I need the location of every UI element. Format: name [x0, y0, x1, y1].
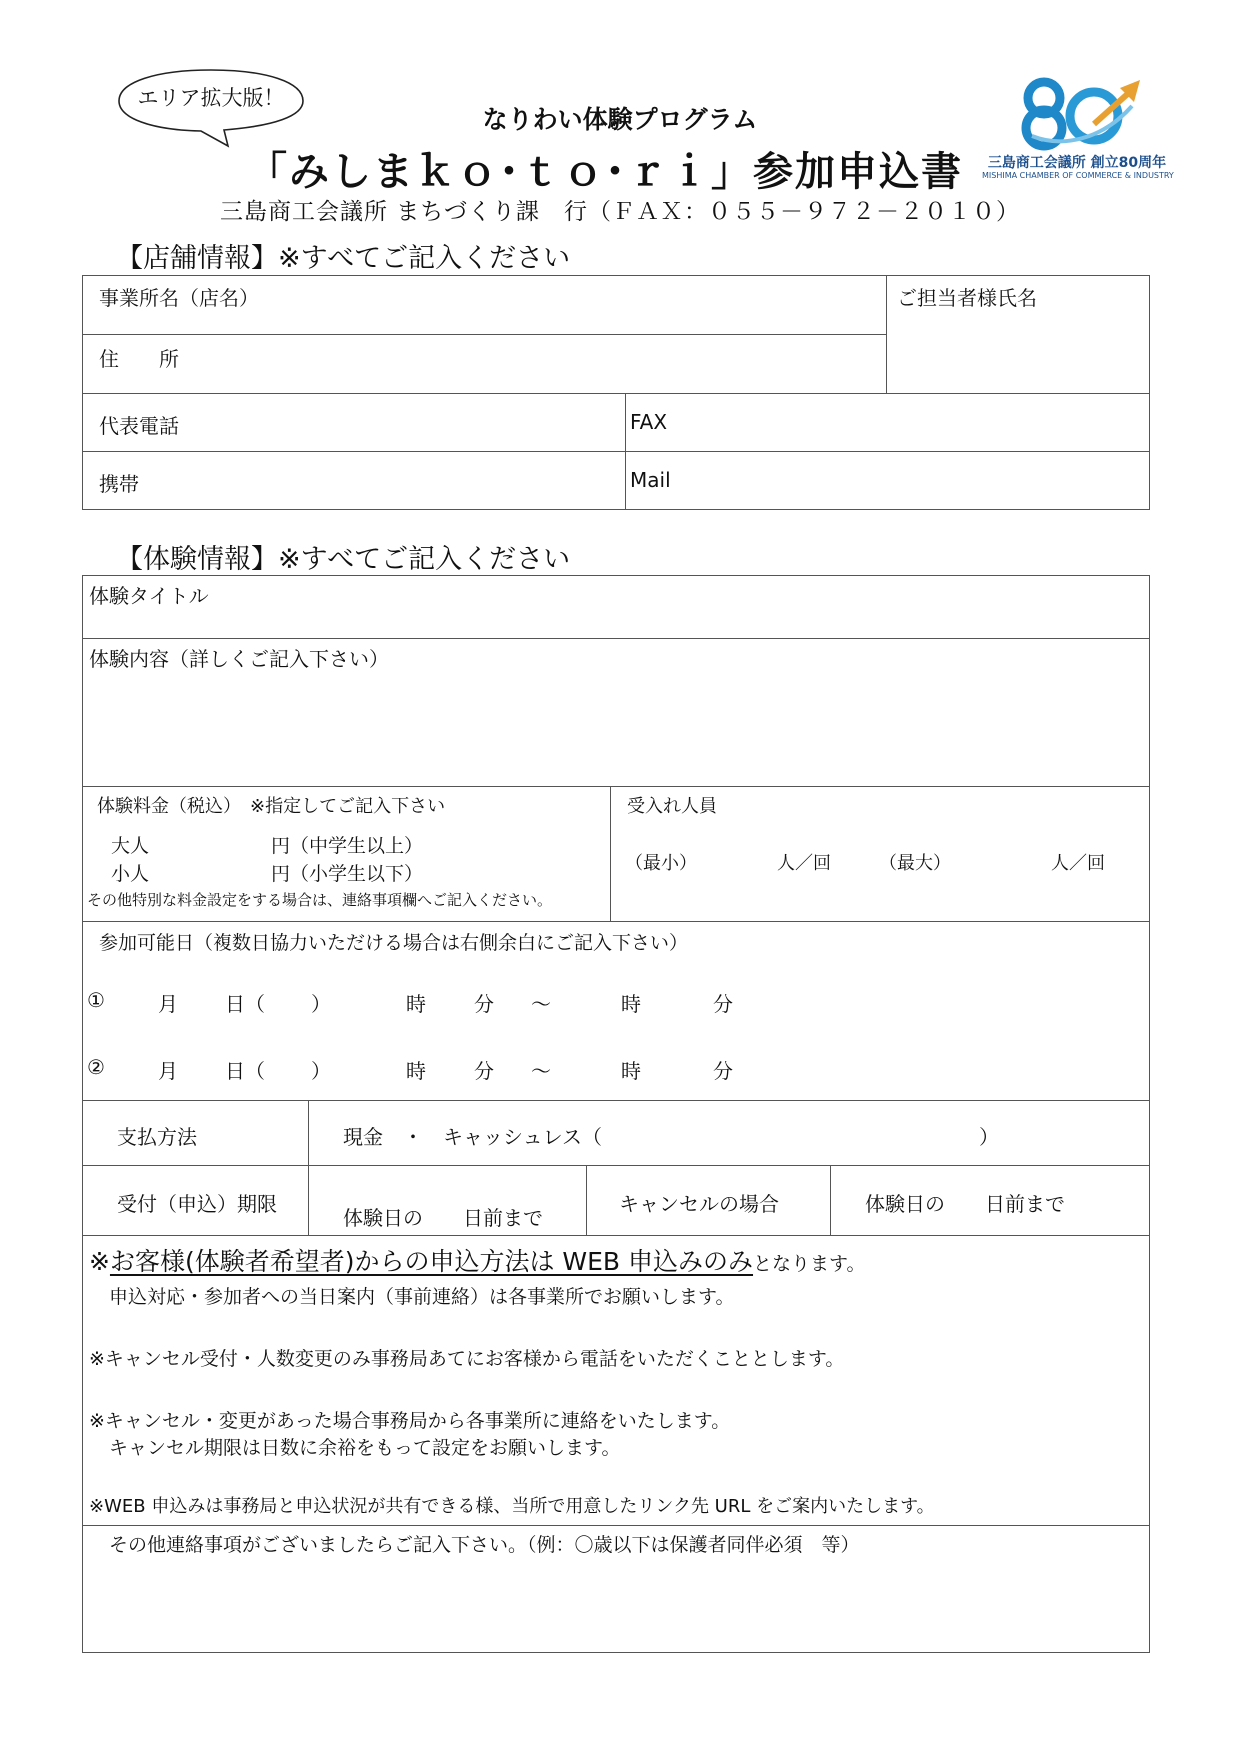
- cancel-label-cell: [586, 1165, 831, 1236]
- date-day: 日（: [225, 992, 265, 1016]
- start-hour: 時: [406, 992, 426, 1016]
- experience-content-field[interactable]: [82, 638, 1150, 787]
- cancel-deadline-field[interactable]: [830, 1165, 1150, 1236]
- mail-label: Mail: [630, 468, 671, 492]
- time-range-tilde: ～: [531, 1059, 551, 1083]
- fee-note: その他特別な料金設定をする場合は、連絡事項欄へご記入ください。: [87, 891, 553, 909]
- payment-method-field[interactable]: [308, 1100, 1150, 1166]
- notice-underlined: お客様(体験者希望者)からの申込方法は WEB 申込みのみ: [109, 1247, 754, 1276]
- fax-field[interactable]: [625, 393, 1150, 452]
- experience-section-heading: 【体験情報】※すべてご記入ください: [116, 544, 571, 575]
- callout-bubble: [116, 68, 306, 134]
- start-hour: 時: [406, 1059, 426, 1083]
- date-month: 月: [158, 1059, 178, 1083]
- note-line: キャンセル期限は日数に余裕をもって設定をお願いします。: [109, 1437, 621, 1459]
- date-row-number: ①: [87, 988, 105, 1012]
- fee-field[interactable]: [82, 786, 611, 922]
- capacity-field[interactable]: [610, 786, 1150, 922]
- end-minute: 分: [713, 992, 733, 1016]
- payment-label: 支払方法: [117, 1125, 197, 1149]
- phone-label: 代表電話: [99, 414, 179, 438]
- cancel-label: キャンセルの場合: [619, 1192, 779, 1216]
- web-application-notice: [89, 1242, 866, 1278]
- deadline-label-cell: [82, 1165, 309, 1236]
- date-month: 月: [158, 992, 178, 1016]
- end-hour: 時: [621, 992, 641, 1016]
- other-notes-label: その他連絡事項がございましたらご記入下さい。（例：〇歳以下は保護者同伴必須 等）: [109, 1534, 860, 1556]
- logo-name-en: MISHIMA CHAMBER OF COMMERCE & INDUSTRY: [982, 171, 1174, 180]
- note-line: ※キャンセル受付・人数変更のみ事務局あてにお客様から電話をいただくこととします。: [89, 1348, 845, 1370]
- capacity-max-label: （最大）: [879, 853, 951, 874]
- form-title: 「みしまｋｏ･ｔｏ･ｒｉ」参加申込書: [247, 149, 963, 195]
- capacity-label: 受入れ人員: [627, 796, 717, 817]
- address-label: 住 所: [99, 347, 179, 371]
- time-range-tilde: ～: [531, 992, 551, 1016]
- cancel-deadline-value: 体験日の 日前まで: [865, 1192, 1065, 1216]
- store-section-heading: 【店舗情報】※すべてご記入ください: [116, 243, 571, 274]
- application-deadline-value: 体験日の 日前まで: [343, 1206, 543, 1230]
- fee-child-unit: 円（小学生以下）: [271, 863, 424, 885]
- date-day: 日（: [225, 1059, 265, 1083]
- end-minute: 分: [713, 1059, 733, 1083]
- deadline-label: 受付（申込）期限: [117, 1192, 277, 1216]
- start-minute: 分: [474, 1059, 494, 1083]
- business-name-label: 事業所名（店名）: [99, 286, 259, 310]
- chamber-80th-logo: [982, 76, 1172, 186]
- address-field[interactable]: [82, 334, 887, 394]
- program-subtitle: なりわい体験プログラム: [482, 105, 758, 134]
- capacity-min-label: （最小）: [625, 853, 697, 874]
- capacity-min-unit: 人／回: [777, 853, 831, 874]
- contact-person-label: ご担当者様氏名: [897, 286, 1037, 310]
- fee-child-label: 小人: [111, 863, 150, 885]
- notice-prefix: ※: [89, 1247, 110, 1276]
- fax-destination: 三島商工会議所 まちづくり課 行（ＦＡＸ：０５５－９７２－２０１０）: [219, 199, 1021, 225]
- mobile-label: 携帯: [99, 472, 139, 496]
- note-line: 申込対応・参加者への当日案内（事前連絡）は各事業所でお願いします。: [109, 1286, 735, 1308]
- date-dow-close: ）: [311, 1059, 331, 1083]
- fee-adult-unit: 円（中学生以上）: [271, 835, 424, 857]
- start-minute: 分: [474, 992, 494, 1016]
- mobile-field[interactable]: [82, 451, 626, 510]
- logo-80-icon: [982, 76, 1172, 152]
- capacity-max-unit: 人／回: [1051, 853, 1105, 874]
- fee-label: 体験料金（税込） ※指定してご記入下さい: [97, 796, 446, 817]
- application-deadline-field[interactable]: [308, 1165, 587, 1236]
- bubble-text: エリア拡大版！: [137, 86, 285, 110]
- payment-label-cell: [82, 1100, 309, 1166]
- experience-content-label: 体験内容（詳しくご記入下さい）: [89, 647, 389, 671]
- other-notes-field[interactable]: [82, 1525, 1150, 1653]
- fax-label: FAX: [630, 410, 668, 434]
- available-dates-field[interactable]: [82, 921, 1150, 1101]
- notes-box: [82, 1235, 1150, 1526]
- mail-field[interactable]: [625, 451, 1150, 510]
- available-dates-label: 参加可能日（複数日協力いただける場合は右側余白にご記入下さい）: [99, 932, 689, 954]
- date-dow-close: ）: [311, 992, 331, 1016]
- contact-person-field[interactable]: [886, 275, 1150, 394]
- experience-title-label: 体験タイトル: [89, 584, 209, 608]
- payment-close-paren: ）: [979, 1125, 999, 1149]
- note-line: ※WEB 申込みは事務局と申込状況が共有できる様、当所で用意したリンク先 URL をご案内いたします。: [89, 1496, 935, 1517]
- end-hour: 時: [621, 1059, 641, 1083]
- notice-suffix: となります。: [753, 1253, 866, 1275]
- fee-adult-label: 大人: [111, 835, 150, 857]
- payment-options: 現金 ・ キャッシュレス（: [343, 1125, 602, 1149]
- experience-title-field[interactable]: [82, 575, 1150, 639]
- phone-field[interactable]: [82, 393, 626, 452]
- date-row-number: ②: [87, 1055, 105, 1079]
- note-line: ※キャンセル・変更があった場合事務局から各事業所に連絡をいたします。: [89, 1410, 731, 1432]
- logo-name-jp: 三島商工会議所 創立80周年: [987, 155, 1167, 171]
- business-name-field[interactable]: [82, 275, 887, 335]
